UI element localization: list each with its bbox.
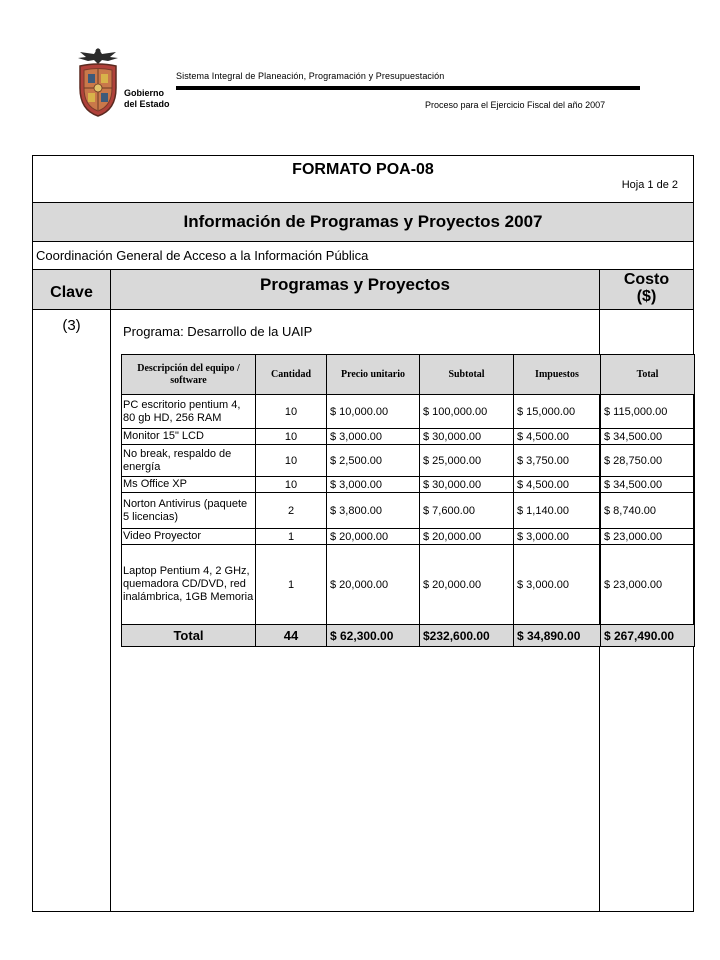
system-title: Sistema Integral de Planeación, Programación y Presupuestación [176, 71, 445, 81]
form-title: FORMATO POA-08 [292, 161, 434, 178]
cell-subtotal: $ 100,000.00 [420, 395, 514, 429]
cell-description: No break, respaldo de energía [122, 445, 256, 477]
cell-total: $ 23,000.00 [601, 545, 695, 625]
totals-row [122, 625, 695, 647]
header-quantity: Cantidad [256, 355, 327, 395]
government-label: Gobierno del Estado [124, 88, 170, 109]
column-clave: Clave [50, 284, 93, 301]
cell-tax: $ 1,140.00 [514, 493, 601, 529]
cell-unit-price: $ 20,000.00 [327, 529, 420, 545]
table-row [122, 395, 695, 429]
cell-unit-price: $ 2,500.00 [327, 445, 420, 477]
cell-subtotal: $ 25,000.00 [420, 445, 514, 477]
sheet-number: Hoja 1 de 2 [621, 179, 678, 191]
column-divider-left [110, 270, 111, 911]
cell-unit-price: $ 20,000.00 [327, 545, 420, 625]
cell-tax: $ 4,500.00 [514, 477, 601, 493]
column-programs: Programas y Proyectos [260, 275, 450, 294]
cell-total: $ 23,000.00 [601, 529, 695, 545]
column-header-row [33, 270, 693, 310]
cell-quantity: 2 [256, 493, 327, 529]
totals-quantity: 44 [256, 625, 327, 647]
cell-quantity: 10 [256, 477, 327, 493]
clave-value: (3) [62, 317, 81, 334]
header-unit-price: Precio unitario [327, 355, 420, 395]
cell-tax: $ 3,000.00 [514, 529, 601, 545]
table-header-row [122, 355, 695, 395]
cell-unit-price: $ 3,000.00 [327, 477, 420, 493]
cell-subtotal: $ 7,600.00 [420, 493, 514, 529]
cell-quantity: 10 [256, 395, 327, 429]
cell-total: $ 115,000.00 [601, 395, 695, 429]
cell-description: Laptop Pentium 4, 2 GHz, quemadora CD/DVD, red inalámbrica, 1GB Memoria [122, 545, 256, 625]
cell-description: Ms Office XP [122, 477, 256, 493]
equipment-table [121, 354, 695, 647]
totals-total: $ 267,490.00 [601, 625, 695, 647]
totals-unit-price: $ 62,300.00 [327, 625, 420, 647]
cell-tax: $ 4,500.00 [514, 429, 601, 445]
cell-subtotal: $ 20,000.00 [420, 545, 514, 625]
cell-subtotal: $ 30,000.00 [420, 477, 514, 493]
section-title: Información de Programas y Proyectos 2007 [33, 202, 693, 242]
program-label: Programa: Desarrollo de la UAIP [123, 324, 313, 339]
table-row [122, 545, 695, 625]
header-total: Total [601, 355, 695, 395]
table-row [122, 493, 695, 529]
process-line: Proceso para el Ejercicio Fiscal del año 2007 [425, 100, 606, 110]
header-rule [176, 86, 640, 90]
cell-subtotal: $ 20,000.00 [420, 529, 514, 545]
cell-description: Monitor 15" LCD [122, 429, 256, 445]
cell-subtotal: $ 30,000.00 [420, 429, 514, 445]
unit-name: Coordinación General de Acceso a la Información Pública [33, 242, 693, 270]
cell-total: $ 28,750.00 [601, 445, 695, 477]
cell-description: Video Proyector [122, 529, 256, 545]
table-row [122, 529, 695, 545]
cell-total: $ 34,500.00 [601, 477, 695, 493]
totals-subtotal: $232,600.00 [420, 625, 514, 647]
table-row [122, 445, 695, 477]
state-seal-icon [74, 44, 122, 120]
cell-quantity: 10 [256, 429, 327, 445]
cell-total: $ 8,740.00 [601, 493, 695, 529]
cell-unit-price: $ 10,000.00 [327, 395, 420, 429]
cell-quantity: 1 [256, 545, 327, 625]
column-cost: Costo ($) [623, 271, 670, 305]
form-title-row [33, 156, 693, 202]
cell-tax: $ 3,000.00 [514, 545, 601, 625]
cell-description: PC escritorio pentium 4, 80 gb HD, 256 RAM [122, 395, 256, 429]
cell-total: $ 34,500.00 [601, 429, 695, 445]
totals-tax: $ 34,890.00 [514, 625, 601, 647]
totals-label: Total [122, 625, 256, 647]
header-description: Descripción del equipo / software [122, 355, 256, 395]
cell-description: Norton Antivirus (paquete 5 licencias) [122, 493, 256, 529]
table-row [122, 429, 695, 445]
form-frame [32, 155, 694, 912]
cell-unit-price: $ 3,800.00 [327, 493, 420, 529]
cell-tax: $ 3,750.00 [514, 445, 601, 477]
table-row [122, 477, 695, 493]
header-subtotal: Subtotal [420, 355, 514, 395]
cell-quantity: 10 [256, 445, 327, 477]
cell-quantity: 1 [256, 529, 327, 545]
cell-tax: $ 15,000.00 [514, 395, 601, 429]
header-tax: Impuestos [514, 355, 601, 395]
cell-unit-price: $ 3,000.00 [327, 429, 420, 445]
